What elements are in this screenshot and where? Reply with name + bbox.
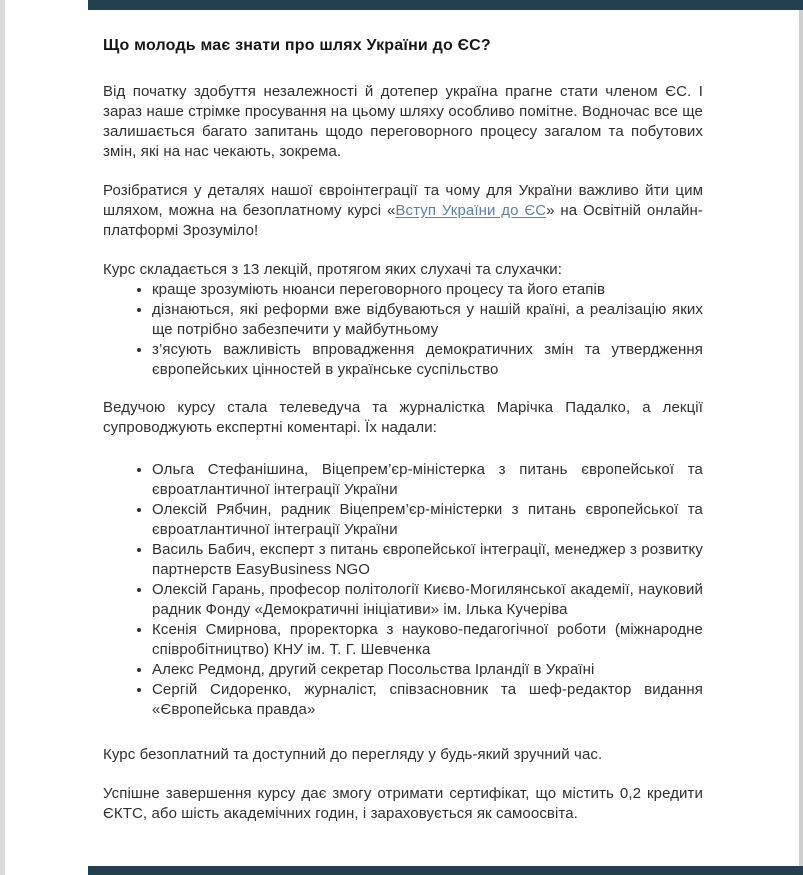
course-paragraph-after-link: » на Освітній онлайн-платформі Зрозуміло! (103, 202, 703, 239)
course-paragraph (103, 181, 703, 241)
outcomes-list (103, 280, 703, 380)
host-paragraph: Ведучою курсу стала телеведуча та журналістка Марічка Падалко, а лекції супроводжують експертні коментарі. Їх надали: (103, 399, 703, 436)
course-link[interactable]: Вступ України до ЄС (395, 202, 547, 219)
list-item: • Сергій Сидоренко, журналіст, співзасновник та шеф-редактор видання «Європейська правда» (152, 680, 703, 720)
list-item: • Олексій Гарань, професор політології Києво-Могилянської академії, науковий радник Фонду «Демократичні ініціативи» ім. Ілька Кучеріва (152, 580, 703, 620)
list-item: • з’ясують важливість впровадження демократичних змін та утвердження європейських цінностей в українське суспільство (152, 340, 703, 380)
list-item: • Олексій Рябчин, радник Віцепрем’єр-міністерки з питань європейської та євроатлантичної інтеграції України (152, 500, 703, 540)
list-item: • Ксенія Смирнова, проректорка з науково-педагогічної роботи (міжнародне співробітництво) КНУ ім. Т. Г. Шевченка (152, 620, 703, 660)
intro-paragraph: Від початку здобуття незалежності й дотепер україна прагне стати членом ЄС. І зараз наше стрімке просування на цьому шляху особливо помітне. Водночас все ще залишається багато запитань щодо переговорного процесу загалом та побутових змін, які на нас чекають, зокрема. (103, 83, 703, 160)
list-item: • краще зрозуміють нюанси переговорного процесу та його етапів (152, 280, 703, 300)
page-gap-bottom (88, 866, 803, 875)
window-edge-left (0, 0, 5, 875)
experts-list (103, 460, 703, 720)
list-item: • Василь Бабич, експерт з питань європейської інтеграції, менеджер з розвитку партнерств EasyBusiness NGO (152, 540, 703, 580)
document-title: Що молодь має знати про шлях України до ЄС? (103, 37, 491, 54)
certificate-paragraph: Успішне завершення курсу дає змогу отримати сертифікат, що містить 0,2 кредити ЄКТС, або шість академічних годин, і зараховується як самоосвіта. (103, 785, 703, 822)
availability-paragraph: Курс безоплатний та доступний до перегляду у будь-який зручний час. (103, 746, 603, 763)
list-item: • Ольга Стефанішина, Віцепрем’єр-міністерка з питань європейської та євроатлантичної інтеграції України (152, 460, 703, 500)
list-item: • дізнаються, які реформи вже відбуваються у нашій країні, а реалізацію яких ще потрібно забезпечити у майбутньому (152, 300, 703, 340)
course-paragraph-before-link: Розібратися у деталях нашої євроінтеграції та чому для України важливо йти цим шляхом, можна на безоплатному курсі « (103, 182, 703, 219)
list-item: • Алекс Редмонд, другий секретар Посольства Ірландії в Україні (152, 660, 703, 680)
document-body (103, 0, 703, 843)
scrollbar-track[interactable] (799, 0, 803, 875)
lectures-lead-paragraph: Курс складається з 13 лекцій, протягом яких слухачі та слухачки: (103, 261, 563, 278)
